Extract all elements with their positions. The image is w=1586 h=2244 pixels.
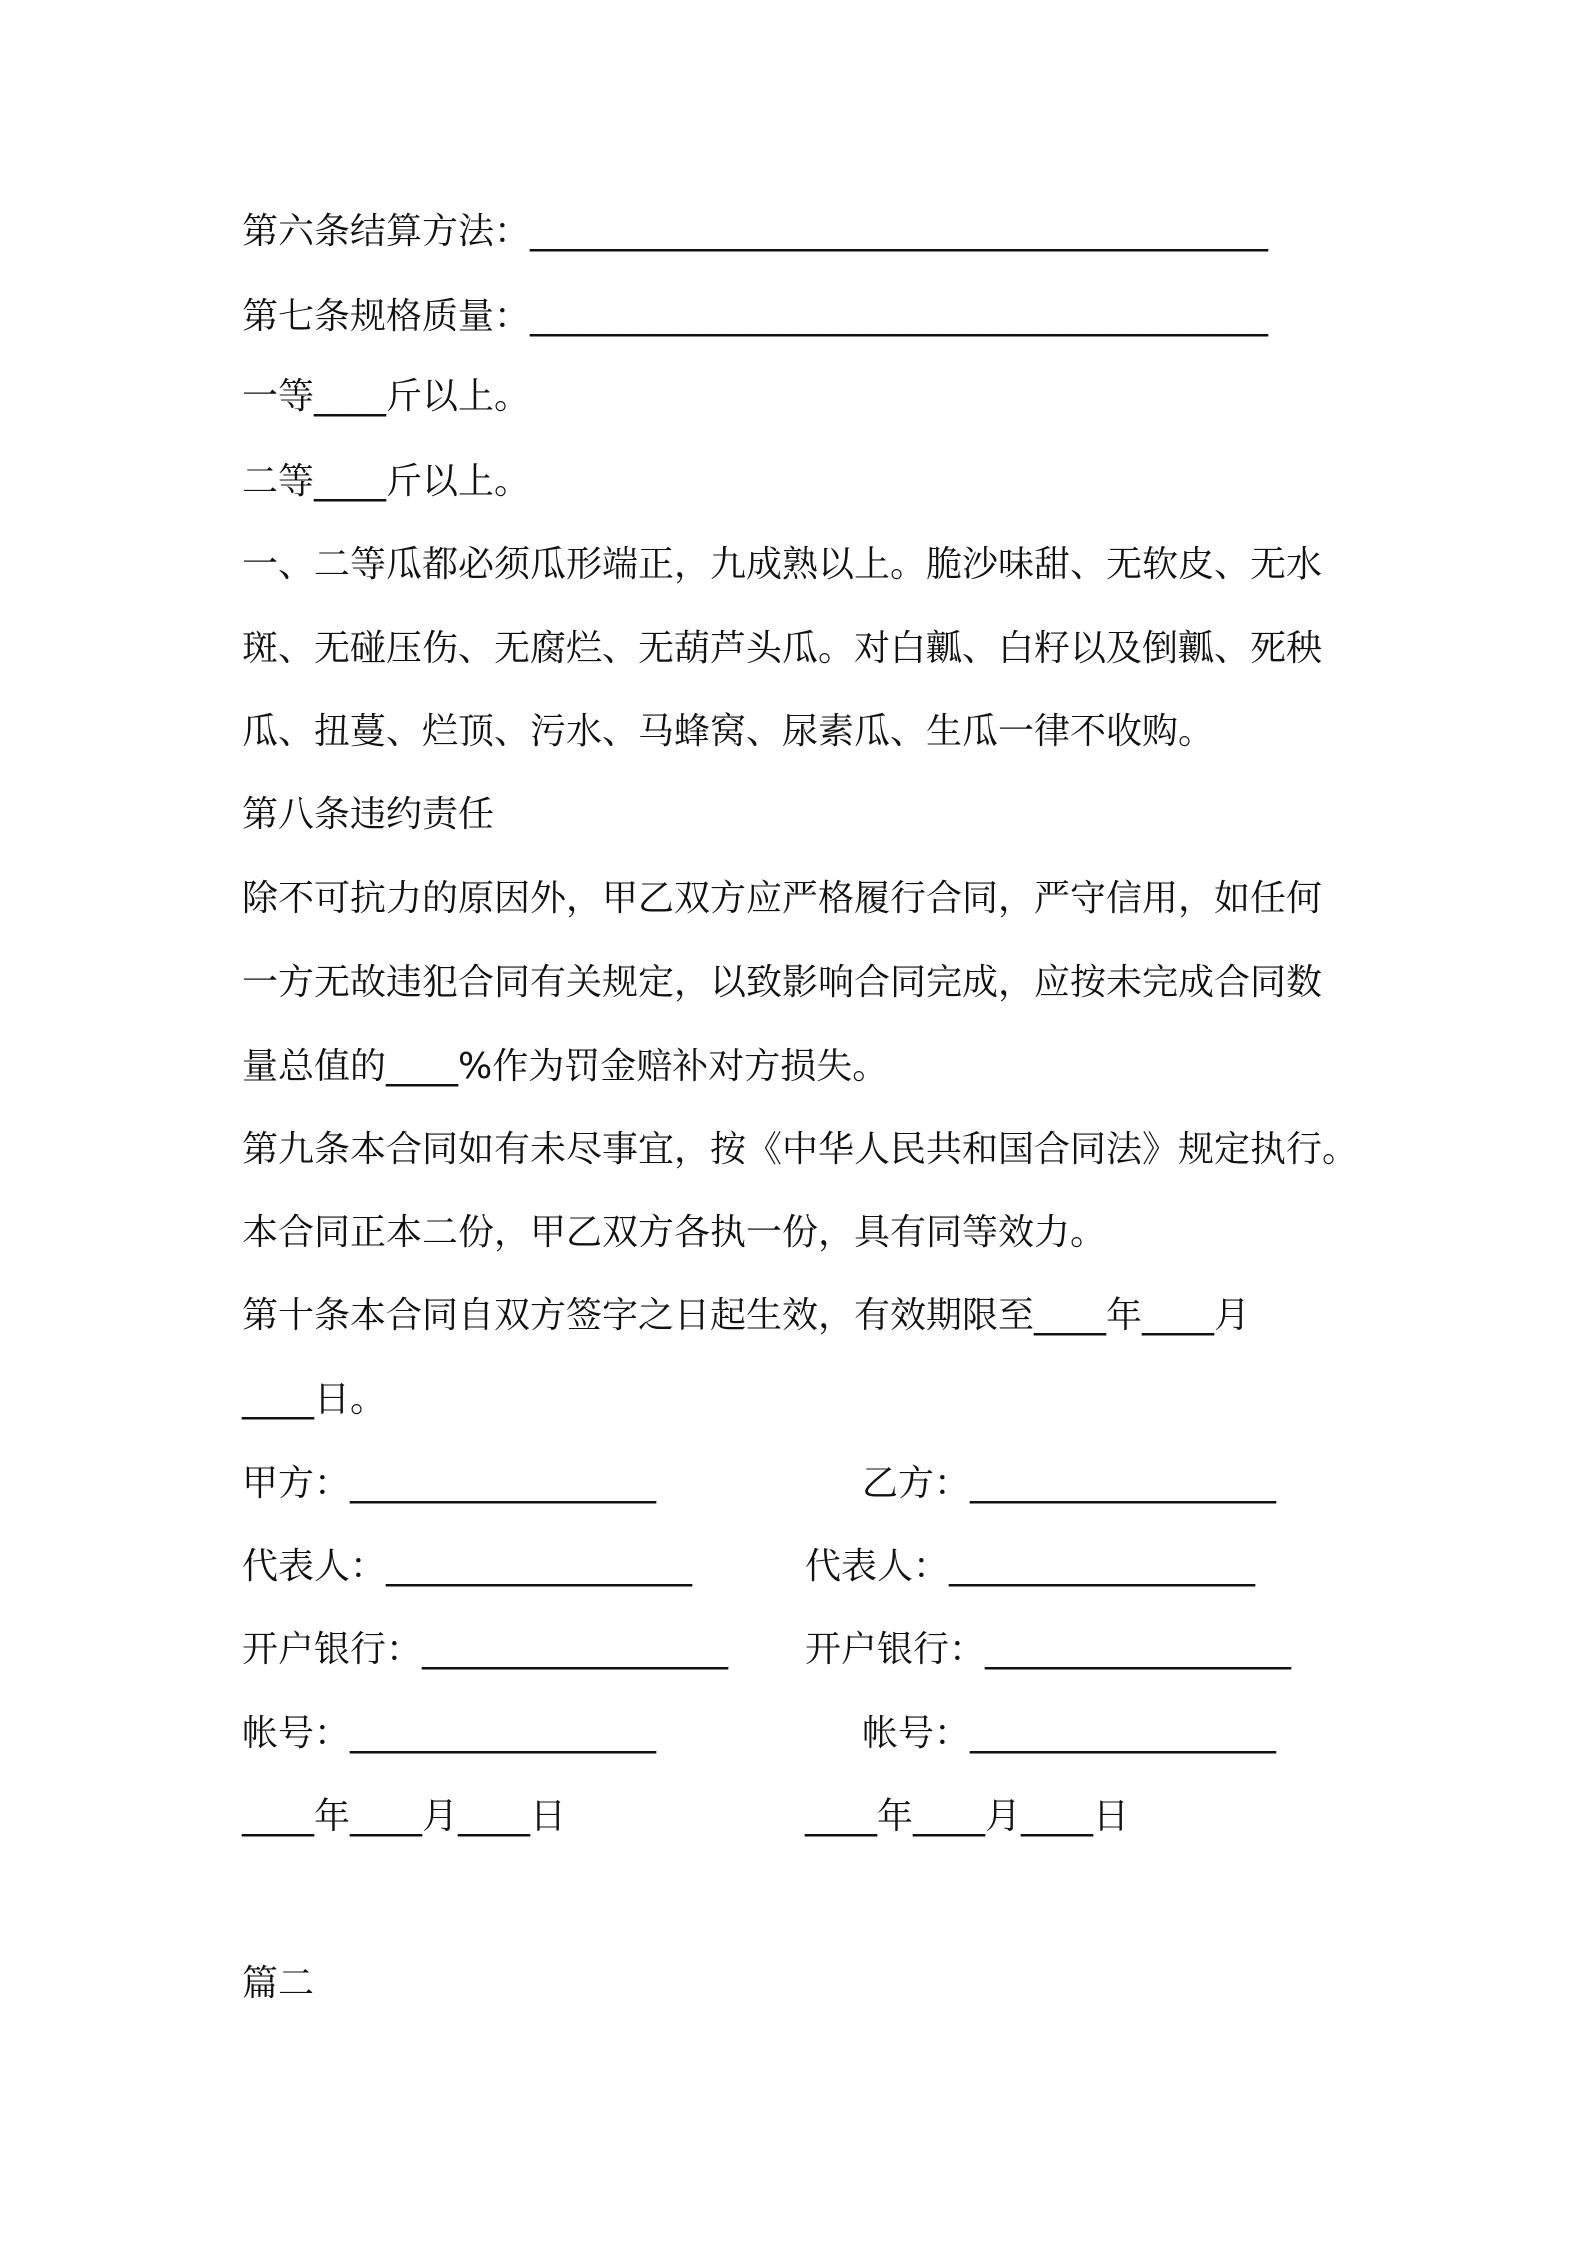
party-a: 甲方：_________________ xyxy=(242,1463,657,1504)
account-b: 帐号：_________________ xyxy=(862,1713,1277,1754)
article-8-line-2: 一方无故违犯合同有关规定，以致影响合同完成，应按未完成合同数 xyxy=(242,962,1323,1003)
quality-paragraph-line-1: 一、二等瓜都必须瓜形端正，九成熟以上。脆沙味甜、无软皮、无水 xyxy=(242,544,1323,585)
account-a: 帐号：_________________ xyxy=(242,1713,657,1754)
date-a: ____年____月____日 xyxy=(242,1796,567,1837)
article-9: 第九条本合同如有未尽事宜，按《中华人民共和国合同法》规定执行。 xyxy=(242,1129,1359,1170)
representative-b: 代表人：_________________ xyxy=(805,1546,1256,1587)
representative-a: 代表人：_________________ xyxy=(242,1546,693,1587)
bank-b: 开户银行：_________________ xyxy=(805,1629,1292,1670)
article-8-line-1: 除不可抗力的原因外，甲乙双方应严格履行合同，严守信用，如任何 xyxy=(242,878,1323,919)
bank-a: 开户银行：_________________ xyxy=(242,1629,729,1670)
article-6: 第六条结算方法：_________________________________________ xyxy=(242,211,1269,252)
date-b: ____年____月____日 xyxy=(805,1796,1130,1837)
grade-1: 一等____斤以上。 xyxy=(242,376,531,417)
article-7: 第七条规格质量：_________________________________________ xyxy=(242,296,1269,337)
section-two-heading: 篇二 xyxy=(242,1963,315,2004)
quality-paragraph-line-2: 斑、无碰压伤、无腐烂、无葫芦头瓜。对白瓤、白籽以及倒瓤、死秧 xyxy=(242,628,1323,669)
grade-2: 二等____斤以上。 xyxy=(242,461,531,502)
copies-clause: 本合同正本二份，甲乙双方各执一份，具有同等效力。 xyxy=(242,1212,1107,1253)
article-8-line-3: 量总值的____%作为罚金赔补对方损失。 xyxy=(242,1046,889,1087)
party-b: 乙方：_________________ xyxy=(862,1463,1277,1504)
quality-paragraph-line-3: 瓜、扭蔓、烂顶、污水、马蜂窝、尿素瓜、生瓜一律不收购。 xyxy=(242,711,1215,752)
article-10-line-2: ____日。 xyxy=(242,1379,387,1420)
article-10-line-1: 第十条本合同自双方签字之日起生效，有效期限至____年____月 xyxy=(242,1295,1251,1336)
article-8-title: 第八条违约责任 xyxy=(242,794,495,835)
